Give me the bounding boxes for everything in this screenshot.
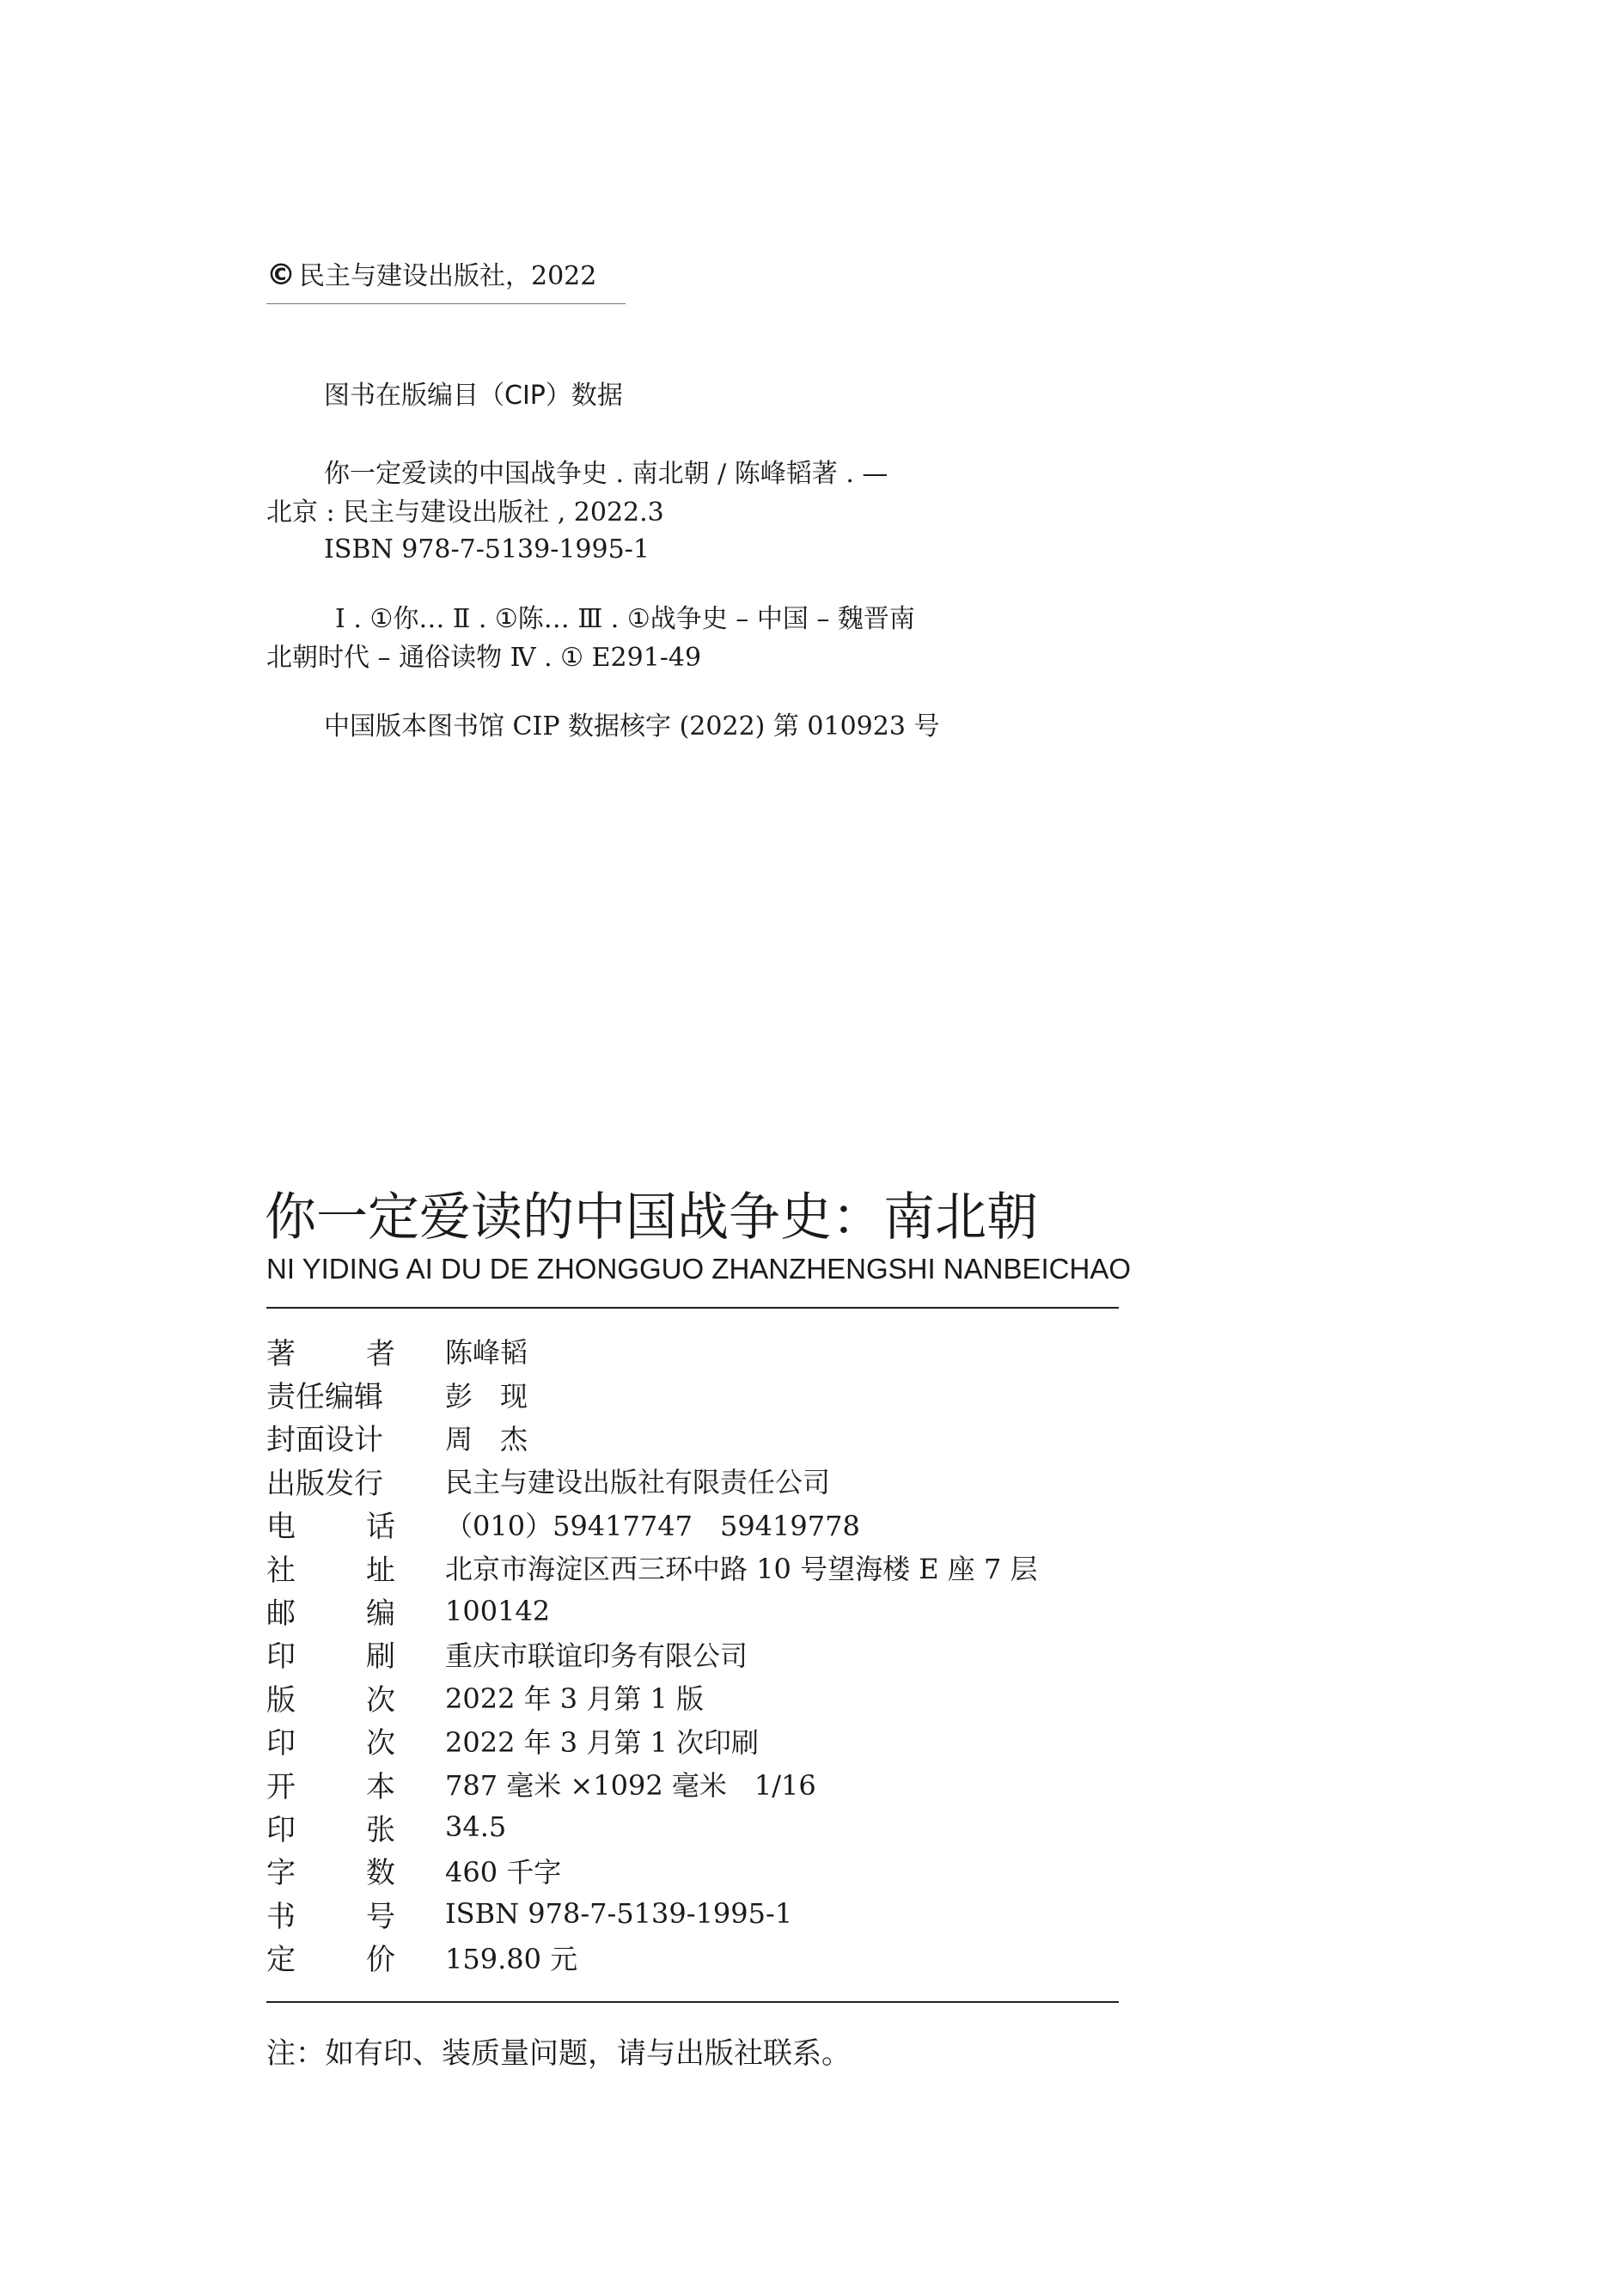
info-row	[266, 1805, 1126, 1848]
info-label-part: 刷	[366, 1639, 395, 1675]
info-label-part: 邮	[266, 1596, 296, 1632]
info-label	[266, 1936, 395, 1978]
info-label-part: 址	[366, 1553, 395, 1588]
info-label-part: 印	[266, 1726, 296, 1761]
info-label-part: 封面设计	[266, 1423, 383, 1458]
info-label	[266, 1893, 395, 1935]
info-label	[266, 1416, 445, 1458]
info-value: 民主与建设出版社有限责任公司	[445, 1466, 831, 1499]
copyright-line	[266, 254, 596, 292]
info-value: 100142	[445, 1594, 551, 1627]
cip-line-2: 北京 : 民主与建设出版社 , 2022.3	[266, 497, 664, 528]
info-label-part: 书	[266, 1899, 296, 1934]
info-label-part: 社	[266, 1553, 296, 1588]
info-label-part: 定	[266, 1943, 296, 1978]
info-label-part: 话	[366, 1510, 395, 1545]
info-label-part: 次	[366, 1682, 395, 1718]
cip-line-3: ISBN 978-7-5139-1995-1	[324, 534, 650, 565]
info-label-part: 本	[366, 1769, 395, 1804]
info-label-part: 版	[266, 1682, 296, 1718]
info-label	[266, 1633, 395, 1675]
info-label-part: 字	[266, 1856, 296, 1891]
info-row	[266, 1589, 1126, 1632]
info-value: 2022 年 3 月第 1 次印刷	[445, 1725, 760, 1759]
info-label-part: 电	[266, 1510, 296, 1545]
info-label-part: 编	[366, 1596, 395, 1632]
info-label-part: 号	[366, 1899, 395, 1934]
info-row	[266, 1633, 1126, 1676]
info-label	[266, 1547, 395, 1589]
info-value: 彭 现	[445, 1379, 528, 1413]
info-value: （010）59417747 59419778	[445, 1509, 860, 1542]
info-value: 陈峰韬	[445, 1336, 528, 1370]
info-label-part: 张	[366, 1812, 395, 1847]
cip-line-4: Ⅰ . ①你… Ⅱ . ①陈… Ⅲ . ①战争史 – 中国 – 魏晋南	[335, 604, 915, 634]
info-label-part: 者	[366, 1336, 395, 1371]
cip-line-5: 北朝时代 – 通俗读物 Ⅳ . ① E291-49	[266, 643, 702, 673]
info-label	[266, 1849, 395, 1891]
info-label	[266, 1460, 445, 1502]
info-label-part: 出版发行	[266, 1466, 383, 1501]
info-row	[266, 1762, 1126, 1805]
copyright-symbol: ©	[266, 258, 296, 292]
info-value: 460 千字	[445, 1855, 562, 1889]
info-row	[266, 1892, 1126, 1935]
info-label	[266, 1676, 395, 1718]
info-label	[266, 1719, 395, 1761]
book-title-pinyin: NI YIDING AI DU DE ZHONGGUO ZHANZHENGSHI NANBEICHAO	[266, 1253, 1132, 1285]
info-label-part: 著	[266, 1336, 296, 1371]
info-label-part: 价	[366, 1943, 395, 1978]
info-label	[266, 1806, 395, 1848]
info-label	[266, 1503, 395, 1545]
publication-info-table	[266, 1329, 1126, 1979]
info-label	[266, 1763, 395, 1805]
copyright-divider	[266, 303, 626, 304]
info-value: 北京市海淀区西三环中路 10 号望海楼 E 座 7 层	[445, 1553, 1038, 1586]
info-bottom-divider	[266, 2001, 1119, 2003]
copyright-text: 民主与建设出版社，2022	[299, 261, 597, 291]
info-label-part: 印	[266, 1812, 296, 1847]
quality-note: 注：如有印、装质量问题，请与出版社联系。	[266, 2036, 851, 2071]
info-label-part: 次	[366, 1726, 395, 1761]
info-row	[266, 1459, 1126, 1502]
info-row	[266, 1503, 1126, 1546]
info-row	[266, 1372, 1126, 1415]
info-value: ISBN 978-7-5139-1995-1	[445, 1897, 793, 1931]
cip-heading: 图书在版编目（CIP）数据	[324, 381, 623, 411]
info-row	[266, 1329, 1126, 1372]
info-label	[266, 1330, 395, 1372]
info-label-part: 责任编辑	[266, 1380, 383, 1415]
info-label	[266, 1373, 445, 1415]
info-row	[266, 1416, 1126, 1459]
info-value: 34.5	[445, 1810, 507, 1844]
info-value: 重庆市联谊印务有限公司	[445, 1639, 748, 1672]
info-value: 2022 年 3 月第 1 版	[445, 1682, 705, 1716]
info-value: 周 杰	[445, 1422, 528, 1456]
info-value: 787 毫米 ×1092 毫米 1/16	[445, 1769, 816, 1803]
book-title: 你一定爱读的中国战争史：南北朝	[265, 1187, 1038, 1248]
info-label-part: 开	[266, 1769, 296, 1804]
info-label	[266, 1590, 395, 1632]
info-row	[266, 1849, 1126, 1892]
title-divider	[266, 1307, 1119, 1309]
info-value: 159.80 元	[445, 1942, 578, 1975]
info-label-part: 数	[366, 1856, 395, 1891]
info-row	[266, 1676, 1126, 1718]
cip-line-6: 中国版本图书馆 CIP 数据核字 (2022) 第 010923 号	[324, 711, 940, 742]
info-row	[266, 1719, 1126, 1762]
info-label-part: 印	[266, 1639, 296, 1675]
cip-line-1: 你一定爱读的中国战争史 . 南北朝 / 陈峰韬著 . —	[324, 459, 888, 489]
info-row	[266, 1546, 1126, 1589]
info-row	[266, 1935, 1126, 1978]
